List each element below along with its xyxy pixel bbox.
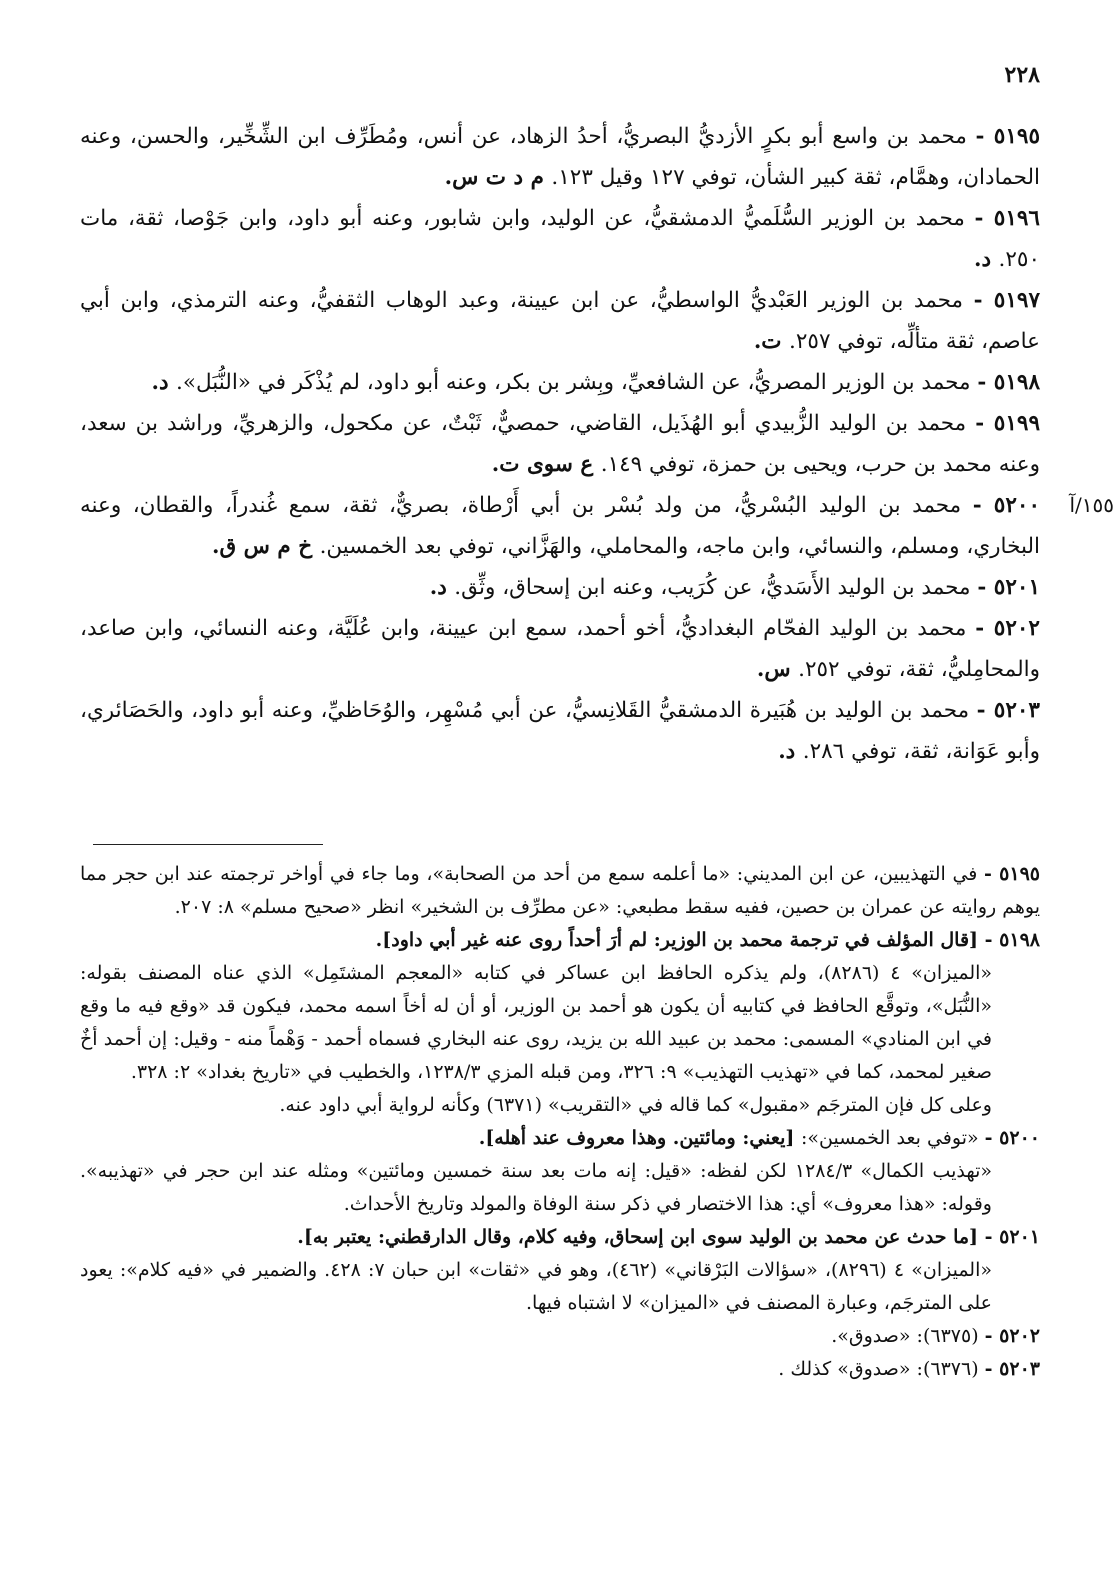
note-bold-text: [قال المؤلف في ترجمة محمد بن الوزير: لم أرَ أحداً روى عنه غير أبي داود]. [375,929,985,951]
entry-text: محمد بن الوليد الأَسَديُّ، عن كُرَيب، وعنه ابن إسحاق، وثِّق. [454,575,978,600]
entry-5202 [80,608,1040,690]
note-text: في التهذيبين، عن ابن المديني: «ما أعلمه سمع من أحد من الصحابة»، وما جاء في أواخر ترجمته عند ابن حجر مما يوهم روايته عن عمران بن حصين، ففيه سقط مطبعي: «عن مطرِّف بن الشخير» انظر «صحيح مسلم» ٨: ٢٠٧. [80,863,1040,918]
footnote-5198-conclusion [80,1089,1040,1122]
note-bold-text: [يعني: ومائتين. وهذا معروف عند أهله]. [478,1127,801,1149]
entry-citations: د. [973,247,999,272]
main-entries [80,116,1114,772]
entry-citations: د. [429,575,455,600]
footnote-5198-detail [80,957,1040,1089]
entry-citations: د. [778,739,803,764]
entry-text: محمد بن الوزير العَبْديُّ الواسطيُّ، عن ابن عيينة، وعبد الوهاب الثقفيُّ، وعنه الترمذي، وابن أبي عاصم، ثقة متألِّه، توفي ٢٥٧. [80,288,1040,354]
entry-number: ٥١٩٦ - [974,206,1040,231]
footnote-5200-detail [80,1155,1040,1221]
footnote-5202 [80,1320,1040,1353]
entry-text: محمد بن الوزير السُّلَميُّ الدمشقيُّ، عن الوليد، وابن شابور، وعنه أبو داود، وابن جَوْصا، ثقة، مات ٢٥٠. [80,206,1040,272]
note-number: ٥١٩٥ - [984,863,1040,885]
footnote-5195 [80,858,1040,924]
note-number: ٥١٩٨ - [984,929,1040,951]
footnotes [80,858,1040,1386]
note-text: وعلى كل فإن المترجَم «مقبول» كما قاله في «التقريب» (٦٣٧١) وكأنه لرواية أبي داود عنه. [279,1094,992,1116]
footnote-divider [93,844,323,845]
entry-number: ٥٢٠٢ - [975,616,1040,641]
note-number: ٥٢٠٠ - [984,1127,1040,1149]
note-number: ٥٢٠٢ - [984,1325,1040,1347]
entry-text: محمد بن الوليد البُسْريُّ، من ولد بُسْر بن أبي أَرْطاة، بصريٌّ، ثقة، سمع غُندراً، والقطان، وعنه البخاري، ومسلم، والنسائي، وابن ماجه، والمحاملي، والهَزَّاني، توفي بعد الخمسين. [80,493,1040,559]
margin-folio-note: ١٥٥/آ [1069,493,1114,517]
note-text: «توفي بعد الخمسين»: [800,1127,985,1149]
entry-citations: خ م س ق. [212,534,320,559]
note-number: ٥٢٠١ - [984,1226,1040,1248]
entry-number: ٥٢٠١ - [977,575,1040,600]
entry-number: ٥٢٠٠ - [972,493,1040,518]
entry-citations: د. [151,370,177,395]
entry-number: ٥١٩٩ - [975,411,1040,436]
entry-5199 [80,403,1040,485]
entry-text: محمد بن واسع أبو بكرٍ الأزديُّ البصريُّ، أحدُ الزهاد، عن أنس، ومُطَرِّف ابن الشِّخِّير، والحسن، وعنه الحمادان، وهمَّام، ثقة كبير الشأن، توفي ١٢٧ وقيل ١٢٣. [80,124,1040,190]
footnote-5201 [80,1221,1040,1254]
entry-citations: م د ت س. [444,165,552,190]
entry-text: محمد بن الوليد بن هُبَيرة الدمشقيُّ القَلانِسيُّ، عن أبي مُسْهِر، والوُحَاظيِّ، وعنه أبو داود، والحَصَائري، وأبو عَوَانة، ثقة، توفي ٢٨٦. [80,698,1040,764]
note-text: (٦٣٧٦): «صدوق» كذلك . [778,1358,985,1380]
entry-number: ٥١٩٨ - [977,370,1040,395]
entry-5198 [80,362,1040,403]
note-text: «تهذيب الكمال» ١٢٨٤/٣ لكن لفظه: «قيل: إنه مات بعد سنة خمسين ومائتين» ومثله عند ابن حجر في «تهذيبه». وقوله: «هذا معروف» أي: هذا الاختصار في ذكر سنة الوفاة والمولد وتاريخ الأحداث. [80,1160,992,1215]
entry-citations: ع سوى ت. [491,452,601,477]
page-number: ٢٢٨ [1004,62,1040,88]
entry-text: محمد بن الوليد الزُّبيدي أبو الهُذَيل، القاضي، حمصيٌّ، ثَبْتٌ، عن مكحول، والزهريِّ، وراشد بن سعد، وعنه محمد بن حرب، ويحيى بن حمزة، توفي ١٤٩. [80,411,1040,477]
entry-5196 [80,198,1040,280]
entry-citations: ت. [753,329,790,354]
footnote-5200 [80,1122,1040,1155]
note-text: «الميزان» ٤ (٨٢٩٦)، «سؤالات البَرْقاني» (٤٦٢)، وهو في «ثقات» ابن حبان ٧: ٤٢٨. والضمير في «فيه كلام»: يعود على المترجَم، وعبارة المصنف في «الميزان» لا اشتباه فيها. [80,1259,993,1314]
entry-number: ٥١٩٥ - [975,124,1040,149]
entry-5201 [80,567,1040,608]
entry-text: محمد بن الوليد الفحّام البغداديُّ، أخو أحمد، سمع ابن عيينة، وابن عُلَيَّة، وعنه النسائي، وابن صاعد، والمحامِليُّ، ثقة، توفي ٢٥٢. [80,616,1040,682]
footnote-5203 [80,1353,1040,1386]
entry-5195 [80,116,1040,198]
entry-text: محمد بن الوزير المصريُّ، عن الشافعيِّ، وبِشر بن بكر، وعنه أبو داود، لم يُذْكَر في «النُّبَل». [176,370,978,395]
entry-number: ٥٢٠٣ - [976,698,1040,723]
entry-number: ٥١٩٧ - [973,288,1040,313]
entry-5203 [80,690,1040,772]
entry-citations: س. [756,657,799,682]
footnote-5201-detail [80,1254,1040,1320]
note-number: ٥٢٠٣ - [984,1358,1040,1380]
note-bold-text: [ما حدث عن محمد بن الوليد سوى ابن إسحاق، وفيه كلام، وقال الدارقطني: يعتبر به]. [297,1226,985,1248]
note-text: (٦٣٧٥): «صدوق». [831,1325,985,1347]
footnote-5198 [80,924,1040,957]
note-text: «الميزان» ٤ (٨٢٨٦)، ولم يذكره الحافظ ابن عساكر في كتابه «المعجم المشتَمِل» الذي عناه المصنف بقوله: «النُّبَل»، وتوقَّع الحافظ في كتابيه أن يكون هو أحمد بن الوزير، أو أن له أخاً اسمه محمد، فيكون قد «وقع فيه ما وقع في ابن المنادي» المسمى: محمد بن عبيد الله بن يزيد، روى عنه البخاري فسماه أحمد - وَهْماً منه - وقيل: إن أحمد أخٌ صغير لمحمد، كما في «تهذيب التهذيب» ٩: ٣٢٦، ومن قبله المزي ١٢٣٨/٣، والخطيب في «تاريخ بغداد» ٢: ٣٢٨. [80,962,993,1083]
entry-5197 [80,280,1040,362]
entry-5200 [80,485,1114,567]
